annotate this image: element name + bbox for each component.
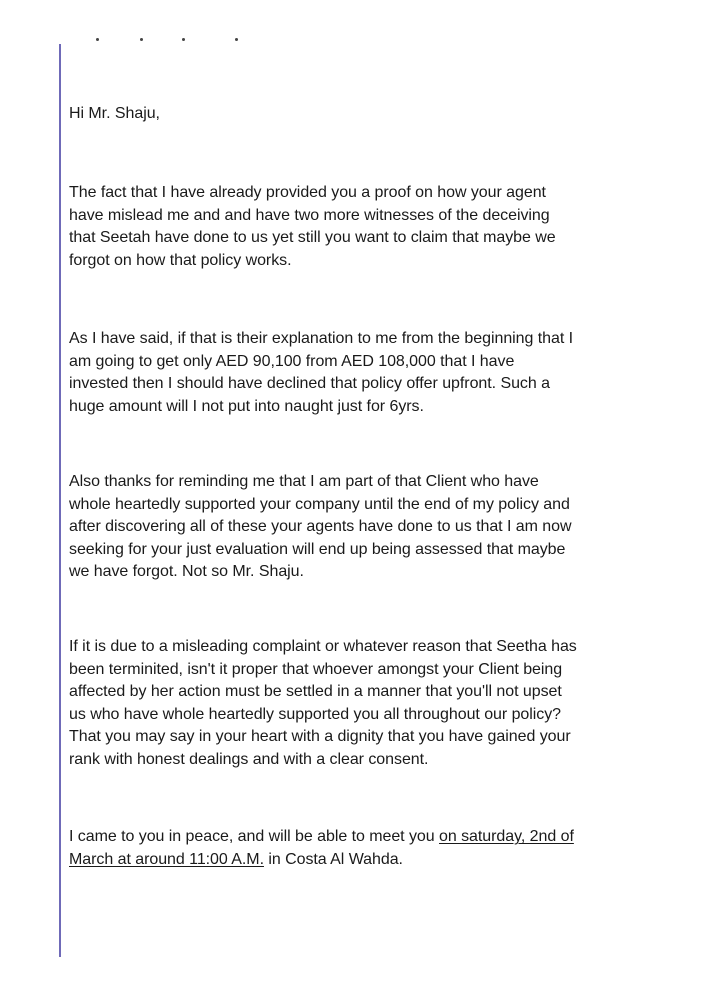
meeting-date-underlined: on saturday, 2nd of xyxy=(439,828,574,845)
meeting-text: I came to you in peace, and will be able to meet you xyxy=(69,828,440,845)
paragraph-line: have mislead me and and have two more witnesses of the deceiving xyxy=(69,206,550,224)
paragraph-1 xyxy=(69,182,659,272)
paragraph-line: am going to get only AED 90,100 from AED 108,000 that I have xyxy=(69,352,515,370)
cropped-text-remnant xyxy=(96,36,256,44)
meeting-time-underlined: March at around 11:00 A.M. xyxy=(69,850,264,868)
paragraph-line: forgot on how that policy works. xyxy=(69,251,292,269)
paragraph-line: been terminited, isn't it proper that whoever amongst your Client being xyxy=(69,660,563,678)
paragraph-line xyxy=(69,826,659,849)
paragraph-line xyxy=(69,849,659,872)
greeting: Hi Mr. Shaju, xyxy=(69,105,160,122)
paragraph-2 xyxy=(69,328,659,418)
paragraph-line: after discovering all of these your agents have done to us that I am now xyxy=(69,518,572,536)
paragraph-line: If it is due to a misleading complaint or whatever reason that Seetha has xyxy=(69,638,577,655)
paragraph-line: As I have said, if that is their explanation to me from the beginning that I xyxy=(69,330,574,347)
paragraph-line: rank with honest dealings and with a clear consent. xyxy=(69,750,429,768)
paragraph-5 xyxy=(69,826,659,871)
paragraph-line: us who have whole heartedly supported you all throughout our policy? xyxy=(69,705,562,723)
paragraph-line: seeking for your just evaluation will end up being assessed that maybe xyxy=(69,540,566,558)
paragraph-line: Also thanks for reminding me that I am part of that Client who have xyxy=(69,473,539,490)
paragraph-4 xyxy=(69,636,659,772)
paragraph-line: whole heartedly supported your company until the end of my policy and xyxy=(69,495,570,513)
paragraph-line: huge amount will I not put into naught just for 6yrs. xyxy=(69,397,424,415)
paragraph-3 xyxy=(69,471,659,584)
paragraph-line: affected by her action must be settled in a manner that you'll not upset xyxy=(69,683,562,701)
paragraph-line: that Seetah have done to us yet still you want to claim that maybe we xyxy=(69,229,556,247)
paragraph-line: The fact that I have already provided you a proof on how your agent xyxy=(69,184,546,201)
meeting-location-text: in Costa Al Wahda. xyxy=(263,850,403,868)
quote-bar xyxy=(59,44,61,957)
paragraph-line: That you may say in your heart with a dignity that you have gained your xyxy=(69,728,571,746)
paragraph-line: invested then I should have declined that policy offer upfront. Such a xyxy=(69,375,550,393)
paragraph-line: we have forgot. Not so Mr. Shaju. xyxy=(69,563,304,581)
